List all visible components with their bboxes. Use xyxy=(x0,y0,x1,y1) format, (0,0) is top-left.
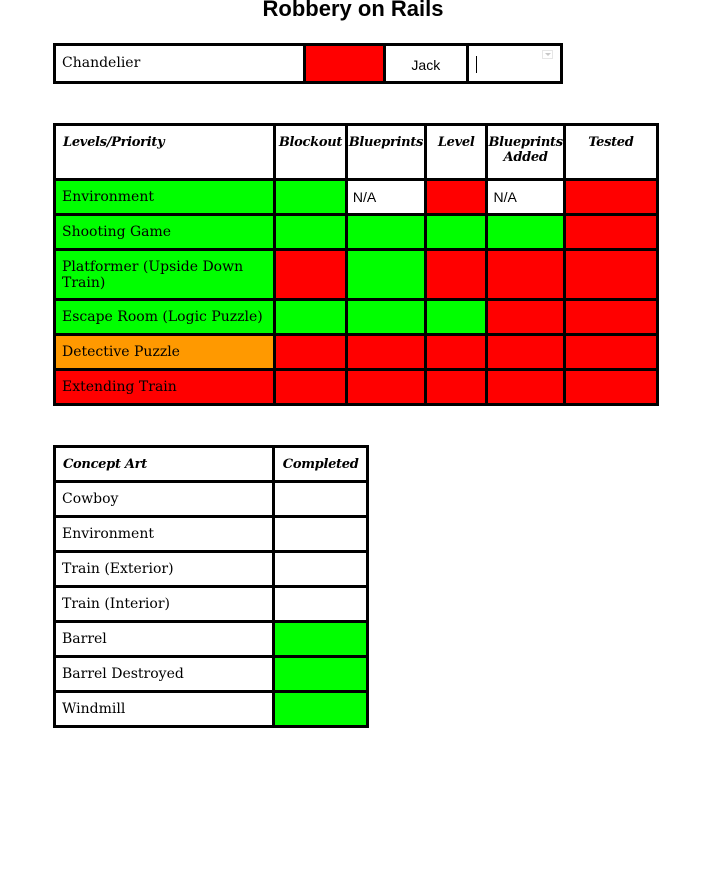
assignment-dropdown-cell[interactable] xyxy=(469,46,560,81)
concept-art-table xyxy=(53,445,369,728)
concept-label[interactable]: Cowboy xyxy=(55,482,274,517)
status-cell[interactable] xyxy=(275,215,347,250)
level-label[interactable]: Shooting Game xyxy=(55,215,275,250)
completed-cell[interactable] xyxy=(274,657,368,692)
header-concept-art: Concept Art xyxy=(55,447,274,482)
concept-label[interactable]: Environment xyxy=(55,517,274,552)
status-cell[interactable]: N/A xyxy=(487,180,564,215)
levels-table xyxy=(53,123,659,406)
status-cell[interactable] xyxy=(425,370,487,405)
status-cell[interactable] xyxy=(425,300,487,335)
header-blueprints: Blueprints xyxy=(346,125,425,180)
status-cell[interactable]: N/A xyxy=(346,180,425,215)
status-cell[interactable] xyxy=(346,335,425,370)
concept-row xyxy=(55,692,368,727)
status-cell[interactable] xyxy=(346,250,425,300)
header-level: Level xyxy=(425,125,487,180)
level-row xyxy=(55,300,658,335)
concept-label[interactable]: Barrel xyxy=(55,622,274,657)
concept-row xyxy=(55,482,368,517)
concept-row xyxy=(55,587,368,622)
status-cell[interactable] xyxy=(275,335,347,370)
concept-label[interactable]: Barrel Destroyed xyxy=(55,657,274,692)
level-row xyxy=(55,215,658,250)
status-cell[interactable] xyxy=(275,180,347,215)
status-cell[interactable] xyxy=(346,370,425,405)
concept-row xyxy=(55,622,368,657)
status-cell[interactable] xyxy=(564,370,657,405)
assignment-status-cell[interactable] xyxy=(306,46,384,81)
concept-row xyxy=(55,517,368,552)
sheet-title: Robbery on Rails xyxy=(262,0,444,21)
completed-cell[interactable] xyxy=(274,622,368,657)
concept-row xyxy=(55,657,368,692)
level-row xyxy=(55,250,658,300)
assignment-person-cell[interactable]: Jack xyxy=(386,46,466,81)
status-cell[interactable] xyxy=(564,335,657,370)
concept-label[interactable]: Train (Exterior) xyxy=(55,552,274,587)
concept-row xyxy=(55,552,368,587)
header-blueprints-added: Blueprints Added xyxy=(487,125,564,180)
header-levels-priority: Levels/Priority xyxy=(55,125,275,180)
status-cell[interactable] xyxy=(487,215,564,250)
status-cell[interactable] xyxy=(564,215,657,250)
status-cell[interactable] xyxy=(564,300,657,335)
level-label[interactable]: Extending Train xyxy=(55,370,275,405)
assignment-item-cell[interactable]: Chandelier xyxy=(56,46,303,81)
status-cell[interactable] xyxy=(487,250,564,300)
status-cell[interactable] xyxy=(275,370,347,405)
status-cell[interactable] xyxy=(425,250,487,300)
assignment-row xyxy=(53,43,563,84)
level-row xyxy=(55,180,658,215)
completed-cell[interactable] xyxy=(274,692,368,727)
level-row xyxy=(55,335,658,370)
header-tested: Tested xyxy=(564,125,657,180)
level-label[interactable]: Environment xyxy=(55,180,275,215)
status-cell[interactable] xyxy=(275,300,347,335)
status-cell[interactable] xyxy=(487,300,564,335)
concept-label[interactable]: Windmill xyxy=(55,692,274,727)
completed-cell[interactable] xyxy=(274,587,368,622)
status-cell[interactable] xyxy=(425,180,487,215)
status-cell[interactable] xyxy=(564,250,657,300)
status-cell[interactable] xyxy=(425,215,487,250)
status-cell[interactable] xyxy=(346,300,425,335)
status-cell[interactable] xyxy=(487,335,564,370)
status-cell[interactable] xyxy=(425,335,487,370)
dropdown-arrow-icon[interactable] xyxy=(542,50,553,59)
level-label[interactable]: Detective Puzzle xyxy=(55,335,275,370)
level-label[interactable]: Platformer (Upside Down Train) xyxy=(55,250,275,300)
status-cell[interactable] xyxy=(275,250,347,300)
status-cell[interactable] xyxy=(346,215,425,250)
status-cell[interactable] xyxy=(487,370,564,405)
completed-cell[interactable] xyxy=(274,552,368,587)
completed-cell[interactable] xyxy=(274,482,368,517)
completed-cell[interactable] xyxy=(274,517,368,552)
text-cursor xyxy=(476,56,477,73)
level-label[interactable]: Escape Room (Logic Puzzle) xyxy=(55,300,275,335)
header-completed: Completed xyxy=(274,447,368,482)
level-row xyxy=(55,370,658,405)
status-cell[interactable] xyxy=(564,180,657,215)
concept-label[interactable]: Train (Interior) xyxy=(55,587,274,622)
header-blockout: Blockout xyxy=(275,125,347,180)
